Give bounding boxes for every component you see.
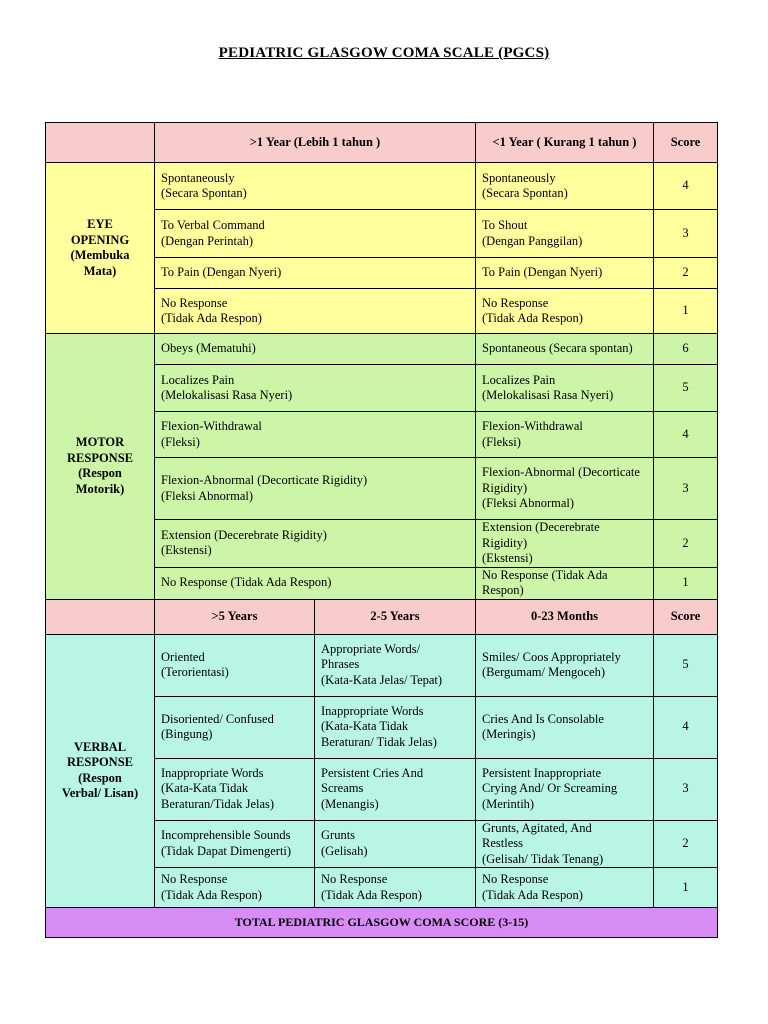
verbal-over-5-years-cell-line: No Response [161,872,228,886]
eye-score-cell: 1 [654,289,718,334]
motor-under-1-year-cell-line: Rigidity) [482,480,528,495]
category-verbal-response-line: Verbal/ Lisan) [61,786,139,801]
verbal-over-5-years-cell-line: Disoriented/ Confused [161,711,274,726]
motor-under-1-year-cell-line: No Response (Tidak Ada Respon) [482,567,608,597]
motor-over-1-year-cell [155,520,476,568]
motor-over-1-year-cell-line: (Fleksi Abnormal) [161,488,254,503]
verbal-score-cell: 4 [654,696,718,758]
motor-under-1-year-cell-line: Flexion-Abnormal (Decorticate [482,465,640,480]
motor-under-1-year-cell-line: Extension (Decerebrate Rigidity) [482,520,600,550]
verbal-over-5-years-cell [155,634,315,696]
eye-over-1-year-cell-line: To Verbal Command [161,218,265,232]
header-blank-cell [46,123,155,163]
motor-over-1-year-cell-line: Extension (Decerebrate Rigidity) [161,527,327,542]
total-score-row: TOTAL PEDIATRIC GLASGOW COMA SCORE (3-15) [46,908,718,938]
verbal-0-23-months-cell-line: (Merintih) [482,796,535,811]
verbal-2-5-years-cell-line: (Gelisah) [321,843,368,858]
motor-under-1-year-cell-line: Localizes Pain [482,372,556,387]
motor-over-1-year-cell [155,365,476,412]
category-motor-response-line: (Respon [78,466,122,481]
motor-under-1-year-cell [476,458,654,520]
verbal-2-5-years-cell-line: Phrases [321,657,360,672]
motor-under-1-year-cell-line: (Fleksi Abnormal) [482,496,575,511]
verbal-score-cell: 1 [654,868,718,908]
eye-under-1-year-cell-line: Spontaneously [482,170,556,185]
verbal-over-5-years-cell-line: (Terorientasi) [161,665,229,679]
verbal-0-23-months-cell-line: Persistent Inappropriate [482,765,602,780]
verbal-2-5-years-cell-line: Appropriate Words/ [321,641,421,656]
motor-under-1-year-cell [476,334,654,365]
category-verbal-response-line: (Respon [78,770,122,785]
motor-under-1-year-cell-line: (Ekstensi) [482,551,533,565]
verbal-0-23-months-cell-line: (Tidak Ada Respon) [482,887,583,902]
eye-under-1-year-cell-line: (Secara Spontan) [482,186,568,200]
verbal-0-23-months-cell-line: (Meringis) [482,727,536,741]
verbal-0-23-months-cell [476,758,654,820]
header-under-1-year: <1 Year ( Kurang 1 tahun ) [476,123,654,163]
verbal-2-5-years-cell-line: No Response [321,872,388,886]
eye-under-1-year-cell [476,289,654,334]
eye-under-1-year-cell-line: (Tidak Ada Respon) [482,311,583,325]
motor-over-1-year-cell [155,458,476,520]
page-title: PEDIATRIC GLASGOW COMA SCALE (PGCS) [218,45,550,61]
category-verbal-response-line: VERBAL [73,739,127,754]
verbal-2-5-years-cell-line: Grunts [321,828,356,843]
verbal-2-5-years-cell [315,868,476,908]
verbal-0-23-months-cell-line: No Response [482,872,549,886]
category-verbal-response [46,634,155,908]
verbal-over-5-years-cell-line: Incomprehensible Sounds [161,828,291,843]
verbal-over-5-years-cell-line: Oriented [161,649,205,664]
verbal-score-cell: 2 [654,820,718,868]
header-over-5-years: >5 Years [155,599,315,634]
category-motor-response-line: RESPONSE [67,450,133,465]
category-motor-response-line: MOTOR [75,435,125,450]
eye-over-1-year-cell-line: (Dengan Perintah) [161,233,253,248]
verbal-over-5-years-cell-line: Beraturan/Tidak Jelas) [161,796,275,811]
verbal-0-23-months-cell [476,634,654,696]
verbal-score-cell: 5 [654,634,718,696]
eye-over-1-year-cell [155,163,476,210]
motor-score-cell: 4 [654,412,718,458]
verbal-over-5-years-cell-line: Inappropriate Words [161,765,264,780]
header-score: Score [654,123,718,163]
verbal-0-23-months-cell-line: Grunts, Agitated, And [482,820,592,835]
verbal-2-5-years-cell-line: Beraturan/ Tidak Jelas) [321,734,437,749]
motor-over-1-year-cell-line: No Response (Tidak Ada Respon) [161,575,332,590]
verbal-over-5-years-cell-line: (Bingung) [161,727,213,741]
verbal-0-23-months-cell [476,820,654,868]
verbal-0-23-months-cell [476,868,654,908]
eye-under-1-year-cell [476,210,654,258]
category-verbal-response-line: RESPONSE [67,755,133,770]
verbal-0-23-months-cell-line: Crying And/ Or Screaming [482,781,618,796]
eye-over-1-year-cell [155,289,476,334]
verbal-0-23-months-cell-line: Cries And Is Consolable [482,711,604,726]
motor-over-1-year-cell [155,412,476,458]
verbal-2-5-years-cell-line: Screams [321,781,364,796]
verbal-score-cell: 3 [654,758,718,820]
verbal-2-5-years-cell [315,758,476,820]
eye-over-1-year-cell-line: No Response [161,295,228,310]
verbal-over-5-years-cell [155,868,315,908]
category-eye-opening-line: OPENING [70,232,130,247]
motor-score-cell: 6 [654,334,718,365]
motor-under-1-year-cell [476,520,654,568]
eye-score-cell: 3 [654,210,718,258]
verbal-0-23-months-cell [476,696,654,758]
eye-over-1-year-cell [155,258,476,289]
eye-under-1-year-cell-line: To Shout [482,218,528,232]
verbal-over-5-years-cell [155,820,315,868]
category-eye-opening [46,163,155,334]
eye-under-1-year-cell-line: No Response [482,295,549,310]
eye-over-1-year-cell-line: (Tidak Ada Respon) [161,311,262,325]
verbal-over-5-years-cell-line: (Tidak Ada Respon) [161,887,262,902]
motor-over-1-year-cell-line: (Ekstensi) [161,543,212,558]
motor-score-cell: 2 [654,520,718,568]
verbal-2-5-years-cell-line: (Kata-Kata Jelas/ Tepat) [321,672,443,687]
header-over-1-year: >1 Year (Lebih 1 tahun ) [155,123,476,163]
eye-over-1-year-cell [155,210,476,258]
category-motor-response-line: Motorik) [75,481,125,496]
motor-score-cell: 5 [654,365,718,412]
header2-blank-cell [46,599,155,634]
motor-over-1-year-cell-line: Obeys (Mematuhi) [161,341,256,356]
eye-under-1-year-cell-line: (Dengan Panggilan) [482,233,583,248]
motor-score-cell: 1 [654,567,718,599]
motor-over-1-year-cell-line: Flexion-Withdrawal [161,419,262,433]
eye-over-1-year-cell-line: To Pain (Dengan Nyeri) [161,265,282,280]
verbal-over-5-years-cell-line: (Tidak Dapat Dimengerti) [161,843,292,858]
verbal-over-5-years-cell [155,696,315,758]
eye-over-1-year-cell-line: (Secara Spontan) [161,186,247,200]
category-eye-opening-line: EYE [87,217,113,231]
verbal-over-5-years-cell [155,758,315,820]
header2-score: Score [654,599,718,634]
header-2-5-years: 2-5 Years [315,599,476,634]
verbal-2-5-years-cell-line: Inappropriate Words [321,703,424,718]
category-eye-opening-line: (Membuka [70,248,130,262]
verbal-2-5-years-cell-line: (Kata-Kata Tidak [321,719,409,734]
verbal-2-5-years-cell [315,696,476,758]
eye-score-cell: 2 [654,258,718,289]
header-0-23-months: 0-23 Months [476,599,654,634]
verbal-2-5-years-cell [315,820,476,868]
verbal-2-5-years-cell-line: (Menangis) [321,796,379,811]
verbal-2-5-years-cell-line: Persistent Cries And [321,765,424,780]
verbal-2-5-years-cell [315,634,476,696]
pgcs-table [45,122,718,938]
motor-under-1-year-cell-line: Spontaneous (Secara spontan) [482,341,633,356]
motor-under-1-year-cell [476,412,654,458]
verbal-0-23-months-cell-line: Restless [482,836,523,850]
verbal-0-23-months-cell-line: (Gelisah/ Tidak Tenang) [482,851,604,866]
eye-under-1-year-cell [476,258,654,289]
motor-under-1-year-cell [476,567,654,599]
eye-score-cell: 4 [654,163,718,210]
eye-over-1-year-cell-line: Spontaneously [161,170,235,185]
verbal-2-5-years-cell-line: (Tidak Ada Respon) [321,887,422,902]
motor-over-1-year-cell [155,334,476,365]
motor-under-1-year-cell-line: (Fleksi) [482,434,521,449]
eye-under-1-year-cell [476,163,654,210]
category-motor-response [46,334,155,600]
motor-over-1-year-cell [155,567,476,599]
motor-over-1-year-cell-line: (Fleksi) [161,434,200,449]
motor-over-1-year-cell-line: (Melokalisasi Rasa Nyeri) [161,388,293,402]
verbal-over-5-years-cell-line: (Kata-Kata Tidak [161,781,249,796]
category-eye-opening-line: Mata) [83,263,117,278]
verbal-0-23-months-cell-line: (Bergumam/ Mengoceh) [482,665,606,679]
eye-under-1-year-cell-line: To Pain (Dengan Nyeri) [482,265,603,280]
motor-under-1-year-cell [476,365,654,412]
motor-under-1-year-cell-line: (Melokalisasi Rasa Nyeri) [482,388,614,402]
motor-over-1-year-cell-line: Localizes Pain [161,372,235,387]
motor-under-1-year-cell-line: Flexion-Withdrawal [482,419,583,433]
motor-score-cell: 3 [654,458,718,520]
motor-over-1-year-cell-line: Flexion-Abnormal (Decorticate Rigidity) [161,473,368,487]
verbal-0-23-months-cell-line: Smiles/ Coos Appropriately [482,649,621,664]
